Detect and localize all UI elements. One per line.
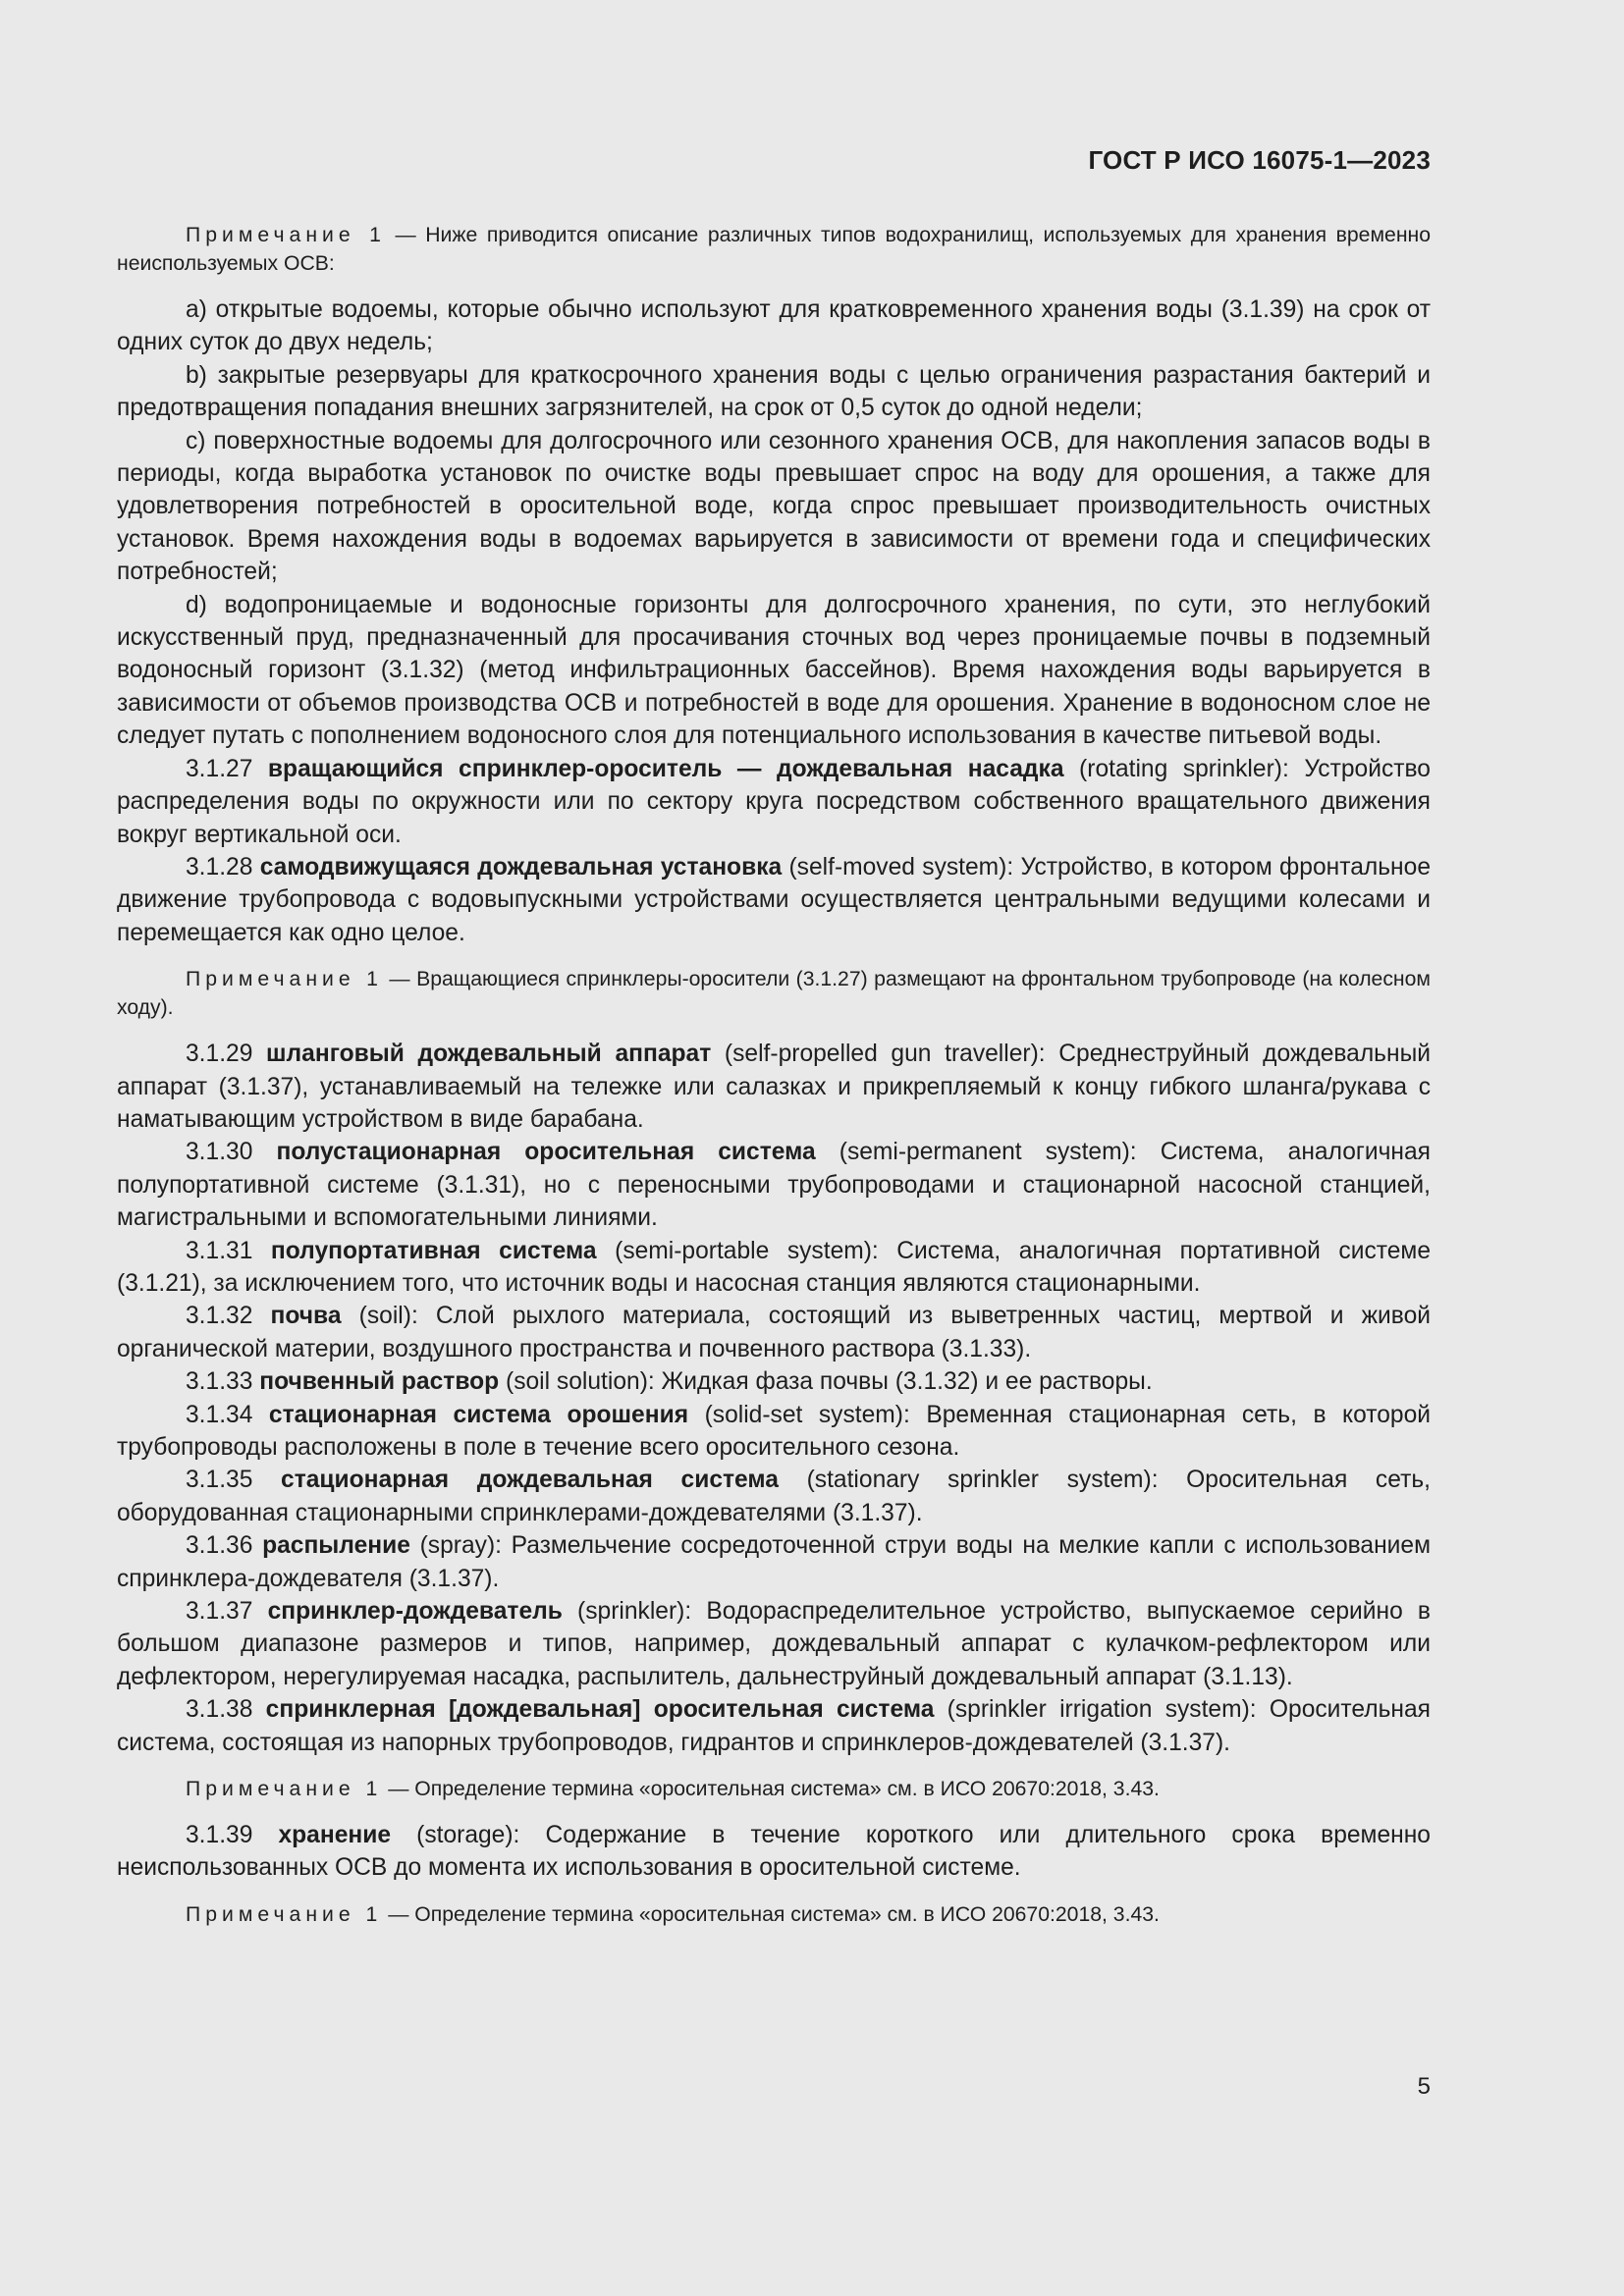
term-definition: (semi-portable system): Система, аналогичная портативной системе (3.1.21), за исключением того, что источник воды и насосная станция являются стационарными. — [117, 1237, 1432, 1297]
term-3-1-29 — [117, 1038, 1431, 1136]
note-label: Примечание 1 — [186, 1902, 383, 1926]
term-3-1-30 — [117, 1136, 1431, 1234]
term-definition: (semi-permanent system): Система, аналогичная полупортативной системе (3.1.31), но с переносными трубопроводами и стационарной насосной станцией, магистральными и вспомогательными линиями. — [117, 1139, 1432, 1232]
term-number: 3.1.33 — [186, 1368, 260, 1396]
term-definition: (solid-set system): Временная стационарная сеть, в которой трубопроводы расположены в поле в течение всего оросительного сезона. — [117, 1401, 1431, 1461]
note-text: — Вращающиеся спринклеры-оросители (3.1.27) размещают на фронтальном трубопроводе (на колесном ходу). — [117, 968, 1431, 1020]
note-1 — [117, 221, 1431, 278]
note-label: Примечание 1 — [186, 1778, 383, 1801]
term-number: 3.1.30 — [186, 1139, 277, 1166]
list-item-c: c) поверхностные водоемы для долгосрочного или сезонного хранения ОСВ, для накопления запасов воды в периоды, когда выработка установок по очистке воды превышает спрос на воду для орошения, а также для удовлетворения потребностей в оросительной воде, когда спрос превышает производительность очистных установок. Время нахождения воды в водоемах варьируется в зависимости от времени года и специфических потребностей; — [117, 427, 1431, 586]
list-item-d: d) водопроницаемые и водоносные горизонты для долгосрочного хранения, по сути, это неглубокий искусственный пруд, предназначенный для просачивания сточных вод через проницаемые почвы в подземный водоносный горизонт (3.1.32) (метод инфильтрационных бассейнов). Время нахождения воды варьируется в зависимости от объемов производства ОСВ и потребностей в воде для орошения. Хранение в водоносном слое не следует путать с пополнением водоносного слоя для потенциального использования в качестве питьевой воды. — [117, 591, 1431, 750]
term-number: 3.1.34 — [186, 1401, 269, 1428]
list-item-b: b) закрытые резервуары для краткосрочного хранения воды с целью ограничения разрастания бактерий и предотвращения попадания внешних загрязнителей, на срок от 0,5 суток до одной недели; — [117, 361, 1431, 422]
note-label: Примечание 1 — [186, 224, 386, 246]
term-number: 3.1.28 — [186, 853, 260, 881]
term-definition: (storage): Содержание в течение короткого или длительного срока временно неиспользованных ОСВ до момента их использования в оросительной системе. — [117, 1822, 1431, 1882]
term-title: спринклерная [дождевальная] оросительная система — [265, 1696, 935, 1724]
term-number: 3.1.31 — [186, 1237, 271, 1264]
term-definition: (self-moved system): Устройство, в котором фронтальное движение трубопровода с водовыпускными устройствами осуществляется центральными ведущими колесами и перемещается как одно целое. — [117, 853, 1431, 946]
term-3-1-28 — [117, 851, 1431, 949]
term-definition: (rotating sprinkler): Устройство распределения воды по окружности или по сектору круга посредством собственного вращательного движения вокруг вертикальной оси. — [117, 755, 1431, 848]
term-definition: (spray): Размельчение сосредоточенной струи воды на мелкие капли с использованием спринклера-дождевателя (3.1.37). — [117, 1532, 1431, 1592]
term-title: хранение — [278, 1822, 392, 1849]
term-3-1-38 — [117, 1693, 1431, 1759]
note-2 — [117, 965, 1431, 1022]
term-definition: (self-propelled gun traveller): Среднеструйный дождевальный аппарат (3.1.37), устанавливаемый на тележке или салазках и прикрепляемый к концу гибкого шланга/рукава с наматывающим устройством в виде барабана. — [117, 1041, 1431, 1133]
page-number: 5 — [1417, 2073, 1431, 2100]
term-number: 3.1.39 — [186, 1822, 279, 1849]
term-definition: (soil solution): Жидкая фаза почвы (3.1.32) и ее растворы. — [499, 1368, 1153, 1396]
term-title: спринклер-дождеватель — [267, 1598, 563, 1626]
note-label: Примечание 1 — [186, 968, 383, 991]
term-3-1-36 — [117, 1529, 1431, 1595]
note-text: — Определение термина «оросительная система» см. в ИСО 20670:2018, 3.43. — [382, 1778, 1160, 1801]
term-definition: (sprinkler irrigation system): Оросительная система, состоящая из напорных трубопроводов, гидрантов и спринклеров-дождевателей (3.1.37). — [117, 1696, 1432, 1756]
term-number: 3.1.29 — [186, 1041, 267, 1068]
term-title: полупортативная система — [270, 1237, 597, 1264]
term-3-1-39 — [117, 1819, 1431, 1885]
term-3-1-27 — [117, 753, 1431, 851]
term-definition: (sprinkler): Водораспределительное устройство, выпускаемое серийно в большом диапазоне размеров и типов, например, дождевальный аппарат с кулачком-рефлектором или дефлектором, нерегулируемая насадка, распылитель, дальнеструйный дождевальный аппарат (3.1.13). — [117, 1598, 1431, 1690]
note-text: — Определение термина «оросительная система» см. в ИСО 20670:2018, 3.43. — [382, 1902, 1160, 1926]
term-title: стационарная дождевальная система — [281, 1467, 779, 1494]
term-number: 3.1.38 — [186, 1696, 266, 1724]
term-title: стационарная система орошения — [268, 1401, 689, 1428]
term-number: 3.1.27 — [186, 755, 268, 782]
document-header: ГОСТ Р ИСО 16075-1—2023 — [1088, 145, 1431, 175]
term-3-1-33 — [117, 1365, 1431, 1398]
term-definition: (stationary sprinkler system): Оросительная сеть, оборудованная стационарными спринклерами-дождевателями (3.1.37). — [117, 1467, 1431, 1526]
term-3-1-31 — [117, 1235, 1431, 1301]
note-4 — [117, 1900, 1431, 1929]
note-3 — [117, 1775, 1431, 1803]
term-title: полустационарная оросительная система — [276, 1139, 816, 1166]
term-number: 3.1.37 — [186, 1598, 268, 1626]
term-title: самодвижущаяся дождевальная установка — [259, 853, 783, 881]
term-title: вращающийся спринклер-ороситель — дождевальная насадка — [267, 755, 1064, 782]
term-3-1-35 — [117, 1464, 1431, 1529]
term-3-1-34 — [117, 1399, 1431, 1465]
term-title: шланговый дождевальный аппарат — [266, 1041, 712, 1068]
term-number: 3.1.36 — [186, 1532, 263, 1560]
page-content — [117, 221, 1431, 1929]
term-3-1-37 — [117, 1595, 1431, 1693]
note-text: — Ниже приводится описание различных типов водохранилищ, используемых для хранения временно неиспользуемых ОСВ: — [117, 224, 1432, 275]
term-definition: (soil): Слой рыхлого материала, состоящий из выветренных частиц, мертвой и живой органической материи, воздушного пространства и почвенного раствора (3.1.33). — [117, 1303, 1431, 1362]
term-title: распыление — [262, 1532, 410, 1560]
list-item-a: a) открытые водоемы, которые обычно используют для кратковременного хранения воды (3.1.39) на срок от одних суток до двух недель; — [117, 296, 1431, 356]
term-title: почвенный раствор — [259, 1368, 500, 1396]
term-3-1-32 — [117, 1300, 1431, 1365]
term-number: 3.1.35 — [186, 1467, 282, 1494]
term-number: 3.1.32 — [186, 1303, 271, 1330]
term-title: почва — [270, 1303, 342, 1330]
